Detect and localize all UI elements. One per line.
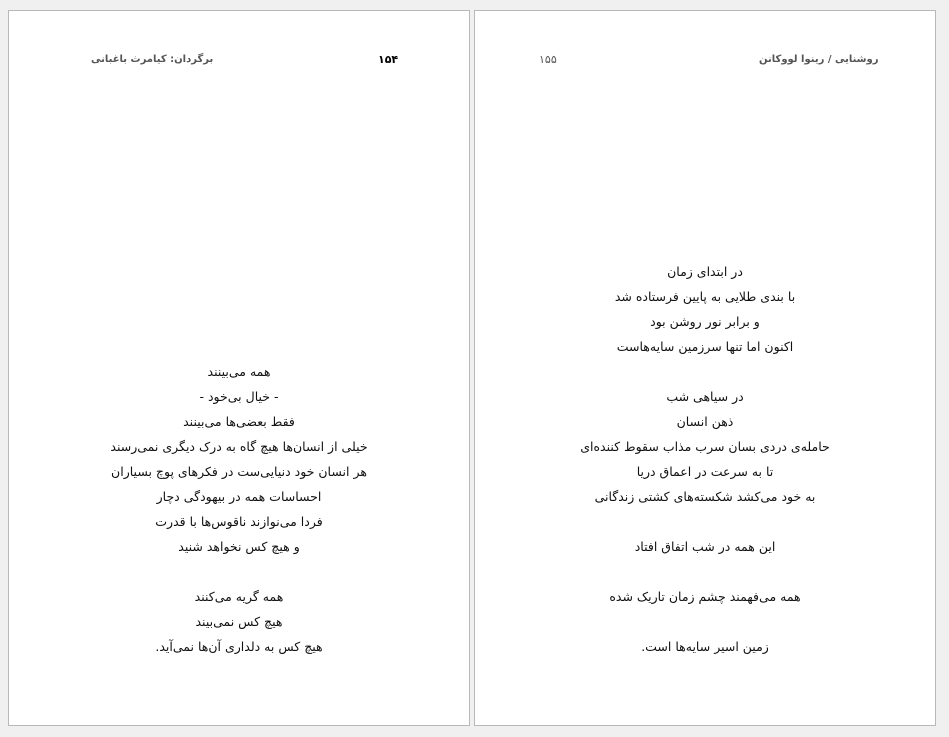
poem-line: حامله‌ی دردی بسان سرب مذاب سقوط کننده‌ای [580, 439, 830, 454]
left-poem [9, 359, 469, 659]
left-page [8, 10, 470, 726]
poem-line: و هیچ کس نخواهد شنید [178, 539, 300, 554]
poem-line: خیلی از انسان‌ها هیچ گاه به درک دیگری نمی‌رسند [110, 439, 368, 454]
poem-line: و برابر نور روشن بود [650, 314, 760, 329]
stanza-gap [9, 559, 469, 584]
poem-line: - خیال بی‌خود - [199, 389, 279, 404]
poem-line: با بندی طلایی به پایین فرستاده شد [614, 289, 796, 304]
stanza-gap [475, 509, 935, 534]
poem-line: در سیاهی شب [666, 389, 744, 404]
right-header-title: روشنایی / رینوا لووکانن [759, 54, 879, 65]
poem-line: همه گریه می‌کنند [194, 589, 284, 604]
poem-line: در ابتدای زمان [667, 264, 743, 279]
poem-line: هر انسان خود دنیایی‌ست در فکرهای پوچ بسیاران [111, 464, 367, 479]
poem-line: همه می‌فهمند چشم زمان تاریک شده [609, 589, 801, 604]
poem-line: این همه در شب اتفاق افتاد [634, 539, 776, 554]
poem-line: هیچ کس به دلداری آن‌ها نمی‌آید. [155, 639, 323, 654]
poem-line: همه می‌بینند [207, 364, 271, 379]
poem-line: تا به سرعت در اعماق دریا [636, 464, 774, 479]
poem-line: فردا می‌نوازند ناقوس‌ها با قدرت [155, 514, 323, 529]
stanza-gap [475, 559, 935, 584]
stanza-gap [475, 609, 935, 634]
stanza-gap [475, 359, 935, 384]
poem-line: ذهن انسان [676, 414, 734, 429]
right-page [474, 10, 936, 726]
poem-line: فقط بعضی‌ها می‌بینند [183, 414, 295, 429]
right-page-number: ۱۵۵ [539, 53, 557, 66]
poem-line: هیچ کس نمی‌بیند [195, 614, 283, 629]
poem-line: به خود می‌کشد شکسته‌های کشتی زندگانی [594, 489, 816, 504]
right-poem [475, 259, 935, 659]
poem-line: احساسات همه در بیهودگی دچار [156, 489, 322, 504]
poem-line: زمین اسیر سایه‌ها است. [641, 639, 769, 654]
left-page-number: ۱۵۴ [378, 53, 399, 66]
left-header-title: برگردان: کیامرث باغبانی [91, 54, 214, 65]
poem-line: اکنون اما تنها سرزمین سایه‌هاست [616, 339, 794, 354]
